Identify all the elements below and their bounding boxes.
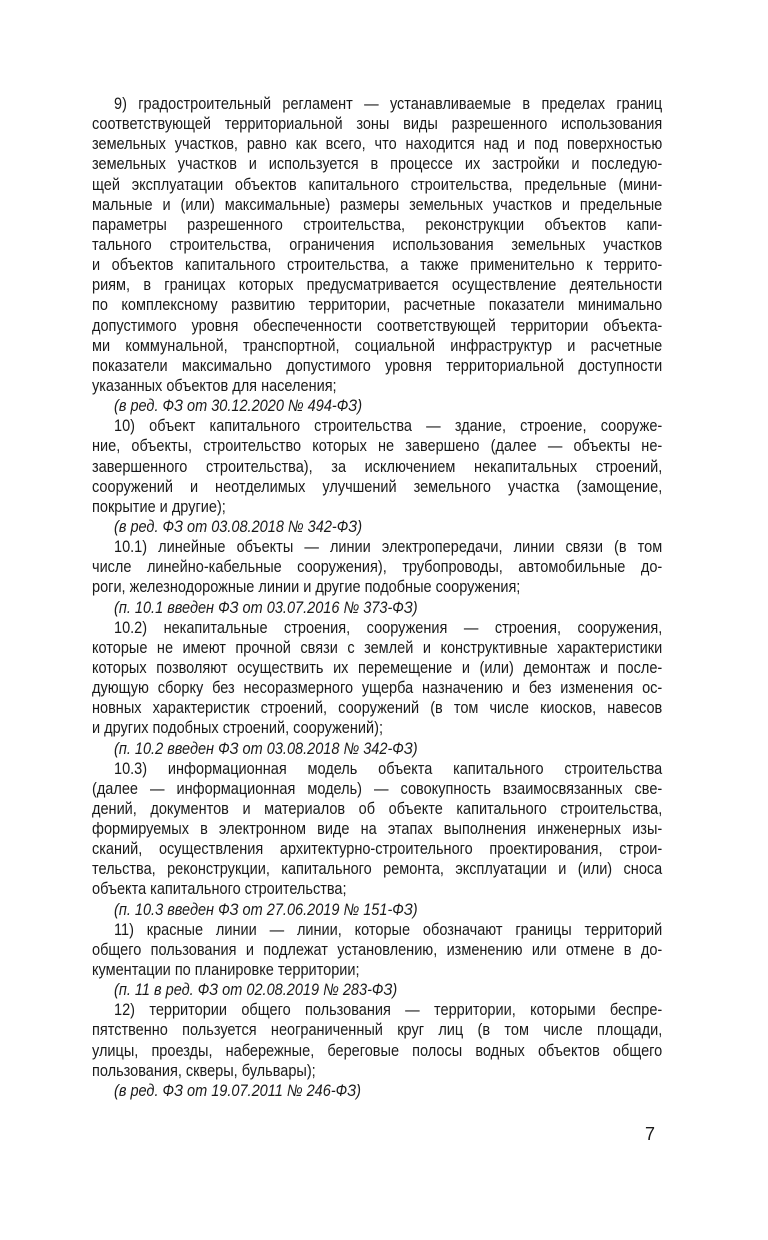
text-line: тельства, реконструкции, капитального ремонта, эксплуатации и (или) сноса [92, 860, 663, 879]
text-line: мальные и (или) максимальные) размеры земельных участков и предельные [92, 195, 663, 214]
text-line: сооружений и неотделимых улучшений земельного участка (замощение, [92, 477, 663, 496]
text-line: (далее — информационная модель) — совокупность взаимосвязанных све- [92, 779, 663, 798]
text-line: улицы, проезды, набережные, береговые полосы водных объектов общего [92, 1041, 663, 1060]
text-line: 9) градостроительный регламент — устанавливаемые в пределах границ [114, 95, 663, 113]
text-line: общего пользования и подлежат установлению, изменению или отмене в до- [92, 940, 663, 959]
text-line: новных характеристик строений, сооружений (в том числе киосков, навесов [92, 699, 663, 718]
amendment-note-line: (в ред. ФЗ от 19.07.2011 № 246-ФЗ) [114, 1081, 361, 1100]
text-line: щей эксплуатации объектов капитального строительства, предельные (мини- [92, 175, 663, 194]
text-line: 10.2) некапитальные строения, сооружения — строения, сооружения, [114, 618, 663, 637]
text-line: покрытие и другие); [92, 497, 226, 516]
text-line: ние, объекты, строительство которых не завершено (далее — объекты не- [92, 437, 663, 456]
text-line: 11) красные линии — линии, которые обозначают границы территорий [114, 920, 663, 939]
text-line: показатели максимально допустимого уровня территориальной доступности [92, 356, 663, 375]
text-line: указанных объектов для населения; [92, 376, 337, 395]
text-line: дений, документов и материалов об объекте капитального строительства, [92, 799, 663, 818]
text-line: пользования, скверы, бульвары); [92, 1061, 316, 1080]
text-line: роги, железнодорожные линии и другие подобные сооружения; [92, 578, 521, 597]
text-line: по комплексному развитию территории, расчетные показатели минимально [92, 296, 663, 315]
text-line: земельных участков, равно как всего, что находится над и под поверхностью [92, 135, 663, 154]
text-line: 10.1) линейные объекты — линии электропередачи, линии связи (в том [114, 538, 663, 557]
text-line: формируемых в электронном виде на этапах выполнения инженерных изы- [92, 820, 663, 839]
text-line: которые не имеют прочной связи с землей и конструктивные характеристики [92, 638, 663, 657]
text-line: и других подобных строений, сооружений); [92, 719, 383, 738]
text-line: тального строительства, ограничения использования земельных участков [92, 235, 663, 254]
text-line: объекта капитального строительства; [92, 880, 347, 899]
text-line: параметры разрешенного строительства, реконструкции объектов капи- [92, 215, 663, 234]
amendment-note-line: (п. 10.2 введен ФЗ от 03.08.2018 № 342-ФЗ) [114, 739, 418, 758]
text-line: завершенного строительства), за исключением некапитальных строений, [92, 457, 663, 476]
text-line: пятственно пользуется неограниченный круг лиц (в том числе площади, [92, 1021, 663, 1040]
text-line: и объектов капитального строительства, а также применительно к террито- [92, 256, 663, 275]
text-line: земельных участков и используется в процессе их застройки и последую- [92, 155, 663, 174]
text-line: ми коммунальной, транспортной, социальной инфраструктур и расчетные [92, 336, 663, 355]
text-line: которых позволяют осуществить их перемещение и (или) демонтаж и после- [92, 658, 663, 677]
text-line: 12) территории общего пользования — территории, которыми беспре- [114, 1001, 663, 1020]
amendment-note-line: (п. 10.1 введен ФЗ от 03.07.2016 № 373-ФЗ) [114, 598, 418, 617]
text-line: числе линейно-кабельные сооружения), трубопроводы, автомобильные до- [92, 558, 663, 577]
document-body [92, 94, 662, 1101]
text-line: риям, в границах которых предусматривается осуществление деятельности [92, 276, 663, 295]
amendment-note-line: (в ред. ФЗ от 03.08.2018 № 342-ФЗ) [114, 517, 363, 536]
text-line: 10.3) информационная модель объекта капитального строительства [114, 759, 663, 778]
page-number: 7 [645, 1124, 656, 1144]
amendment-note-line: (п. 11 в ред. ФЗ от 02.08.2019 № 283-ФЗ) [114, 981, 398, 1000]
text-line: кументации по планировке территории; [92, 961, 360, 980]
text-line: допустимого уровня обеспеченности соответствующей территории объекта- [92, 316, 663, 335]
amendment-note-line: (в ред. ФЗ от 30.12.2020 № 494-ФЗ) [114, 397, 363, 416]
amendment-note-line: (п. 10.3 введен ФЗ от 27.06.2019 № 151-ФЗ) [114, 900, 418, 919]
text-line: сканий, осуществления архитектурно-строительного проектирования, строи- [92, 840, 663, 859]
text-line: 10) объект капитального строительства — здание, строение, сооруже- [114, 417, 663, 436]
text-line: соответствующей территориальной зоны виды разрешенного использования [92, 115, 663, 134]
text-line: дующую сборку без несоразмерного ущерба назначению и без изменения ос- [92, 679, 663, 698]
